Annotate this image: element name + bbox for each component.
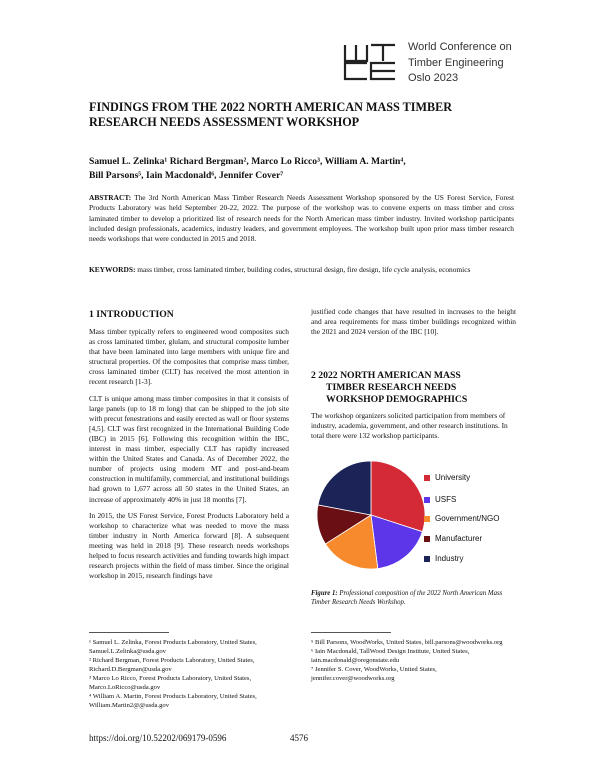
intro-paragraph-3-continued: justified code changes that have resulted in increases to the height and area requirements for mass timber buildings recognized within the 2021 and 2024 version of the IBC [10]. [311,307,516,337]
keywords [89,265,514,275]
section2-heading-line1: 2 2022 NORTH AMERICAN MASS [311,370,461,381]
demographics-paragraph: The workshop organizers solicited participation from members of industry, academia, government, and other research institutions. In total there were 132 workshop participants. [311,411,508,441]
keywords-label: KEYWORDS: [89,265,136,274]
footnote-7: ⁷ Jennifer S. Cover, WoodWorks, United States, jennifer.cover@woodworks.org [311,666,437,682]
legend-swatch-government [424,516,430,522]
section2-heading-line2: TIMBER RESEARCH NEEDS [326,382,457,393]
conference-name-line2: Timber Engineering [408,57,504,69]
legend-swatch-university [424,475,430,481]
demographics-pie-chart [311,455,431,575]
figure-label: Figure 1: [311,590,338,597]
footnote-1: ¹ Samuel L. Zelinka, Forest Products Laboratory, United States, Samuel.L.Zelinka@usda.gov [89,639,257,655]
footnotes-right [311,638,516,683]
legend-label-manufacturer: Manufacturer [435,534,483,543]
abstract-text: The 3rd North American Mass Timber Research Needs Assessment Workshop sponsored by the US Forest Service, Forest Products Laboratory was held September 20-22, 2022. The purpose of the workshop was to convene experts on mass timber and cross laminated timber to develop a prioritized list of research needs for the North American mass timber industry. Invited workshop participants included design professionals, academics, industry leaders, and government employees. The workshop built upon prior mass timber research needs workshops that were conducted in 2015 and 2018. [89,193,515,244]
intro-paragraph-3: In 2015, the US Forest Service, Forest Products Laboratory held a workshop to characterize what was needed to move the mass timber industry in North America forward [8]. A subsequent meeting was held in 2018 [9]. These research needs workshops helped to focus research activities and funding towards high impact research projects within the field of mass timber. Since the original workshop in 2015, research findings have [89,510,289,581]
paper-title: FINDINGS FROM THE 2022 NORTH AMERICAN MASS TIMBER RESEARCH NEEDS ASSESSMENT WORKSHOP [89,100,453,129]
intro-paragraph-2: CLT is unique among mass timber composites in that it consists of large panels (up to 18 m long) that can be shipped to the job site with precut fenestrations and easily erected as wall or floor systems [4,5]. CLT was first recognized in the International Building Code (IBC) in 2015 [6]. Following this recognition within the IBC, interest in mass timber, especially CLT has rapidly increased within the United States and Canada. As of December 2022, the number of projects using modern MT and post-and-beam construction in multifamily, commercial, and institutional buildings had grown to 1,677 across all 50 states in the United States, an increase of approximately 40% in just 18 months [7]. [89,393,289,504]
footnotes-left [89,638,289,710]
footnote-4: ⁴ William A. Martin, Forest Products Laboratory, United States, William.Martin2@@usda.gov [89,693,257,709]
conference-name-line3: Oslo 2023 [408,72,459,84]
legend-label-university: University [435,473,471,482]
authors-line2: Bill Parsons⁵, Iain Macdonald⁶, Jennifer Cover⁷ [89,170,284,181]
wcte-logo [343,43,398,81]
legend-item-university [424,473,470,482]
doi-link[interactable]: https://doi.org/10.52202/069179-0596 [89,733,227,743]
footnote-5: ⁵ Bill Parsons, WoodWorks, United States, bill.parsons@woodworks.org [311,639,503,646]
footnote-2: ² Richard Bergman, Forest Products Laboratory, United States, Richard.D.Bergman@usda.gov [89,657,255,673]
section2-heading [311,370,516,406]
footnote-rule-right [311,632,391,633]
conference-name-line1: World Conference on [408,41,512,53]
page-number: 4576 [290,733,308,743]
legend-swatch-usfs [424,497,430,503]
keywords-text: mass timber, cross laminated timber, building codes, structural design, fire design, life cycle analysis, economics [137,265,471,274]
legend-item-usfs [424,495,456,504]
section2-heading-line3: WORKSHOP DEMOGRAPHICS [326,394,468,405]
left-column [89,309,289,581]
authors-line1: Samuel L. Zelinka¹ Richard Bergman², Marco Lo Ricco³, William A. Martin⁴, [89,156,406,167]
section1-heading: 1 INTRODUCTION [89,309,174,320]
legend-label-industry: Industry [435,554,464,563]
footnote-rule-left [89,632,169,633]
figure-caption [311,589,511,607]
legend-label-usfs: USFS [435,495,457,504]
footnote-3: ³ Marco Lo Ricco, Forest Products Laboratory, United States, Marco.LoRicco@usda.gov [89,675,252,691]
legend-item-manufacturer [424,534,482,543]
legend-item-government [424,514,499,523]
authors [89,155,519,183]
abstract-label: ABSTRACT: [89,193,132,202]
abstract [89,193,514,244]
intro-paragraph-1: Mass timber typically refers to engineered wood composites such as cross laminated timber, glulam, and structural composite lumber that have been laminated into large members with unique fire and structural properties. Of the composites that comprise mass timber, cross laminated timber (CLT) has received the most attention in recent research [1-3]. [89,327,289,387]
legend-swatch-manufacturer [424,536,430,542]
right-column [311,307,516,337]
figure-caption-text: Professional composition of the 2022 North American Mass Timber Research Needs Workshop. [311,590,503,606]
legend-label-government: Government/NGO [435,514,500,523]
footnote-6: ⁶ Iain Macdonald, TallWood Design Institute, United States, iain.macdonald@oregonstate.edu [311,648,470,664]
legend-item-industry [424,554,463,563]
legend-swatch-industry [424,556,430,562]
